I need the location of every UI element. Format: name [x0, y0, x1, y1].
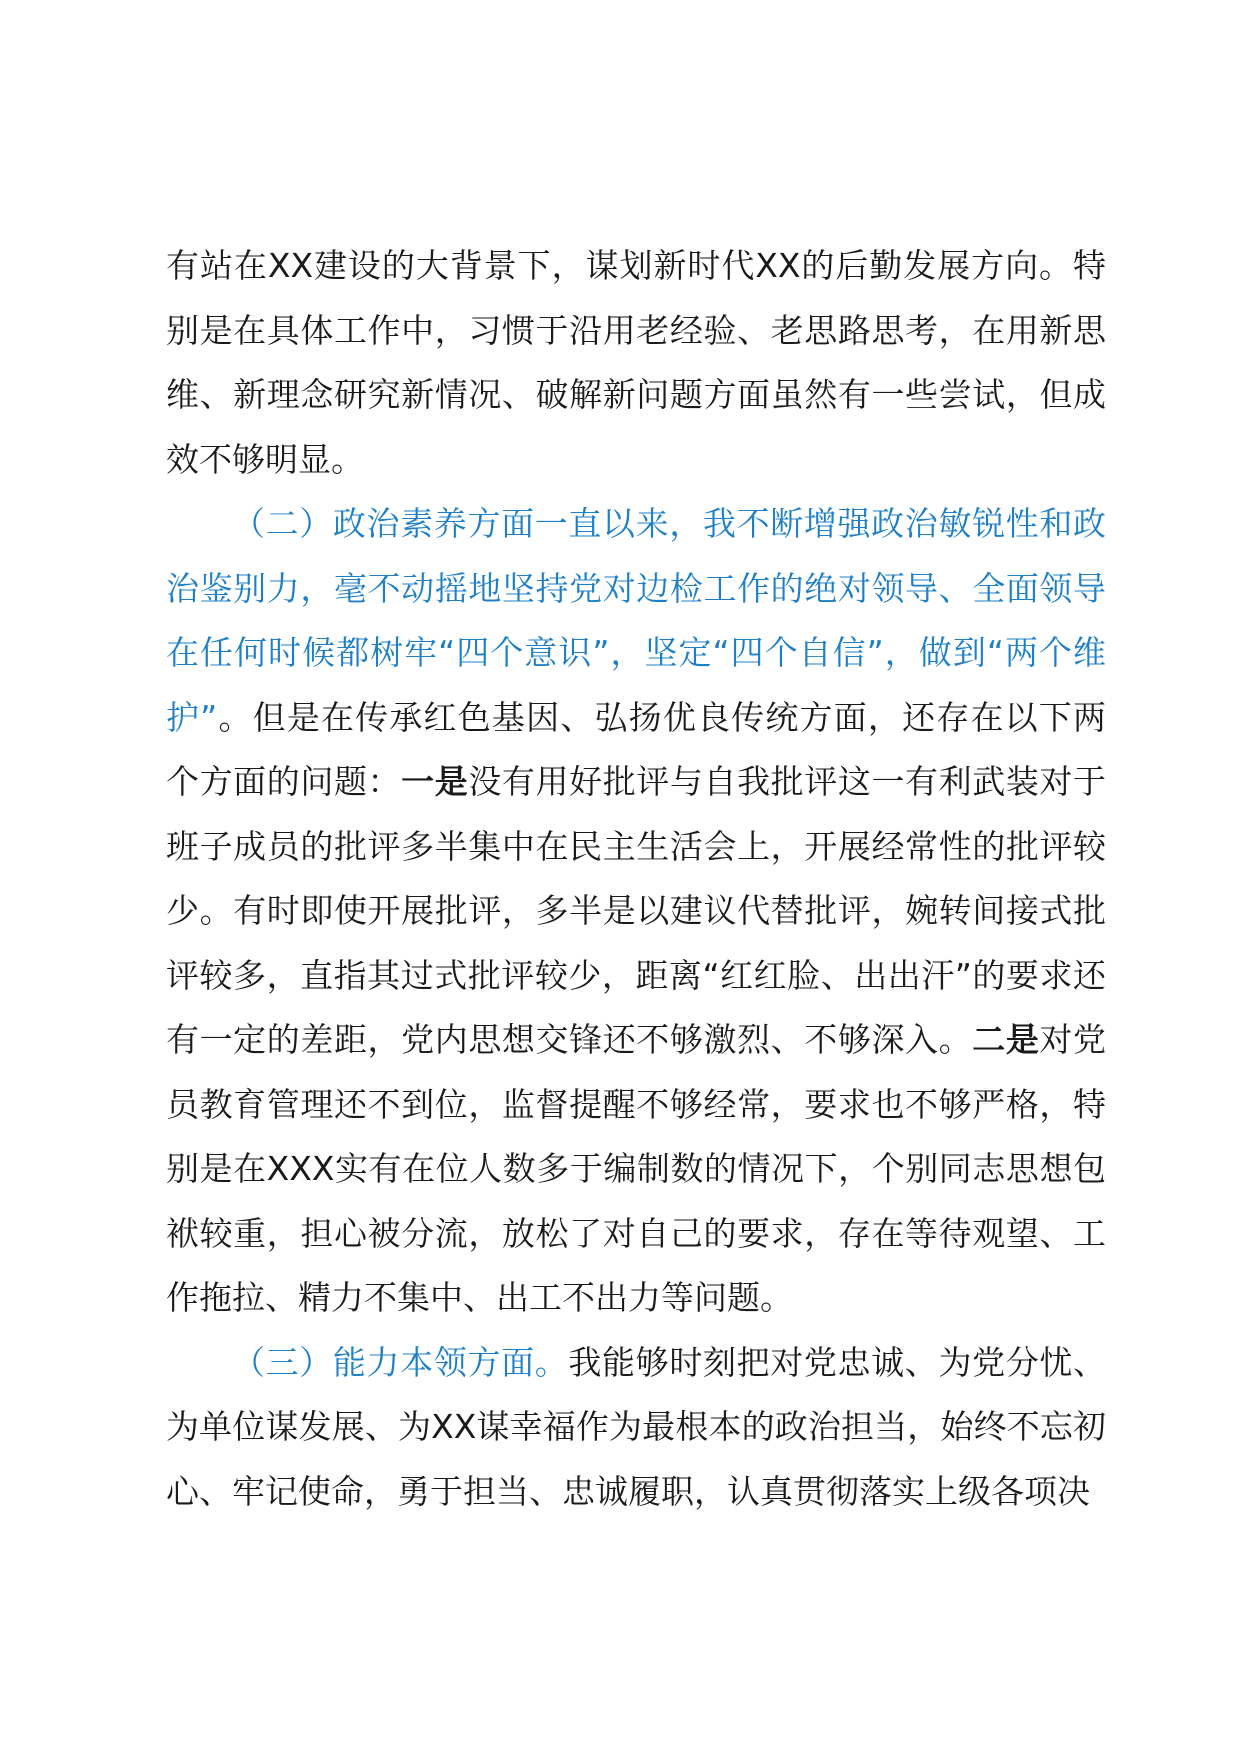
paragraph-1-text: 有站在XX建设的大背景下，谋划新时代XX的后勤发展方向。特别是在具体工作中，习惯于沿用老经验、老思路思考，在用新思维、新理念研究新情况、破解新问题方面虽然有一些尝试，但成效不够明显。	[166, 246, 1106, 479]
paragraph-2-text-a: 。但是在传承红色基因、弘扬优良传统方面，还存在以下两个方面的问题：	[166, 697, 1106, 801]
paragraph-2-text-c: 对党员教育管理还不到位，监督提醒不够经常，要求也不够严格，特别是在XXX实有在位人数多于编制数的情况下，个别同志思想包袱较重，担心被分流，放松了对自己的要求，存在等待观望、工作拖拉、精力不集中、出工不出力等问题。	[166, 1020, 1107, 1317]
paragraph-2	[166, 492, 1106, 1331]
section-heading-political: （二）政治素养方面一直以来，我不断增强政治敏锐性和政治鉴别力，毫不动摇地坚持党对边检工作的绝对领导、全面领导在任何时候都树牢“四个意识”，坚定“四个自信”，做到“两个维护”	[166, 504, 1106, 737]
paragraph-1	[166, 234, 1106, 492]
document-body	[166, 234, 1106, 1524]
section-heading-ability: （三）能力本领方面。	[232, 1342, 569, 1382]
paragraph-2-text-b: 没有用好批评与自我批评这一有利武装对于班子成员的批评多半集中在民主生活会上，开展经常性的批评较少。有时即使开展批评，多半是以建议代替批评，婉转间接式批评较多，直指其过式批评较少，距离“红红脸、出出汗”的要求还有一定的差距，党内思想交锋还不够激烈、不够深入。	[166, 762, 1107, 1059]
paragraph-3	[166, 1331, 1106, 1525]
paragraph-3-text: 我能够时刻把对党忠诚、为党分忧、为单位谋发展、为XX谋幸福作为最根本的政治担当，始终不忘初心、牢记使命，勇于担当、忠诚履职，认真贯彻落实上级各项决	[166, 1342, 1107, 1511]
point-two-label: 二是	[972, 1020, 1040, 1059]
point-one-label: 一是	[401, 762, 469, 801]
